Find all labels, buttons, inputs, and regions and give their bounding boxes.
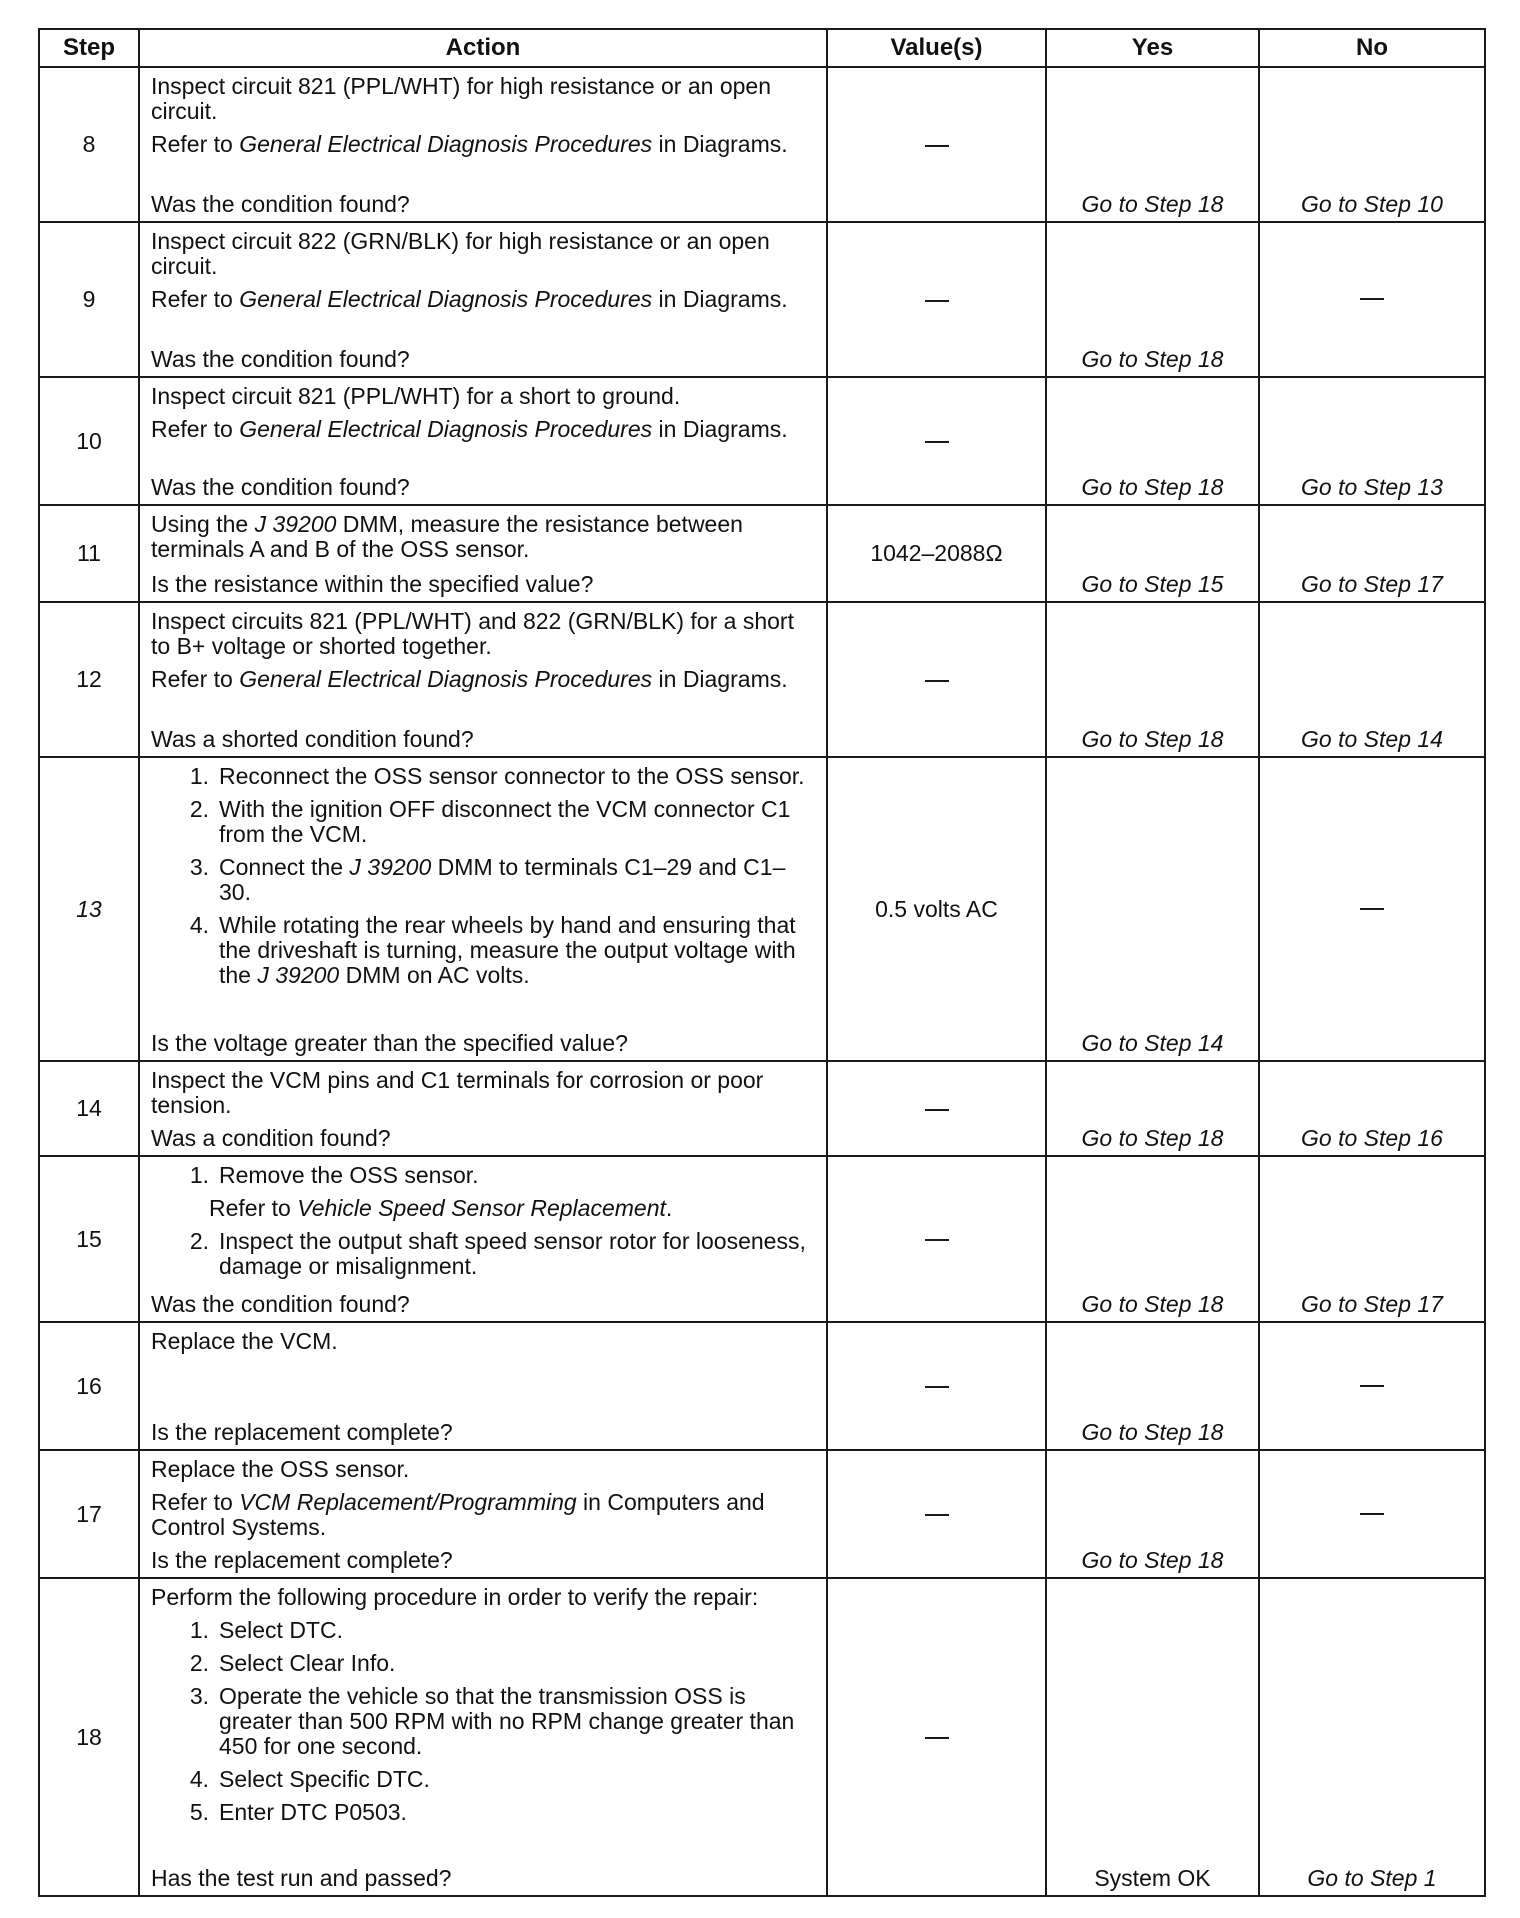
- no-cell: Go to Step 16: [1259, 1061, 1485, 1156]
- step-number: 16: [39, 1322, 139, 1450]
- dash-mark: [925, 680, 949, 682]
- refer-text: Refer to General Electrical Diagnosis Procedures in Diagrams.: [151, 666, 788, 692]
- action-text: Using the J 39200 DMM, measure the resistance between terminals A and B of the OSS sensor.: [151, 511, 743, 562]
- value-cell: [827, 222, 1046, 377]
- dash-mark: [1360, 908, 1384, 910]
- table-row: [39, 757, 1485, 1061]
- step-number: 8: [39, 67, 139, 222]
- dash-mark: [925, 1109, 949, 1111]
- question-text: Was a condition found?: [151, 1125, 391, 1151]
- action-text: Inspect circuit 822 (GRN/BLK) for high resistance or an open circuit.: [151, 228, 770, 279]
- list-item: 4. Select Specific DTC.: [189, 1766, 430, 1792]
- action-text: Replace the OSS sensor.: [151, 1456, 410, 1482]
- yes-cell: Go to Step 15: [1046, 505, 1259, 602]
- list-item: 5. Enter DTC P0503.: [189, 1799, 407, 1825]
- dash-mark: [925, 1737, 949, 1739]
- action-cell: [139, 377, 827, 505]
- no-cell: Go to Step 17: [1259, 1156, 1485, 1322]
- question-text: Was the condition found?: [151, 346, 410, 372]
- no-cell: Go to Step 14: [1259, 602, 1485, 757]
- list-item: 2. Inspect the output shaft speed sensor rotor for looseness, damage or misalignment.: [189, 1228, 806, 1279]
- question-text: Is the voltage greater than the specified value?: [151, 1030, 628, 1056]
- yes-cell: Go to Step 18: [1046, 67, 1259, 222]
- action-cell: [139, 1450, 827, 1578]
- action-cell: [139, 1322, 827, 1450]
- action-text: Perform the following procedure in order to verify the repair:: [151, 1584, 759, 1610]
- step-number: 11: [39, 505, 139, 602]
- dash-mark: [925, 1386, 949, 1388]
- no-cell: [1259, 757, 1485, 1061]
- value-cell: [827, 1061, 1046, 1156]
- header-values: Value(s): [827, 29, 1046, 67]
- diagnostic-table: [38, 28, 1486, 1897]
- list-item: 1. Reconnect the OSS sensor connector to the OSS sensor.: [189, 763, 805, 789]
- yes-cell: Go to Step 18: [1046, 1061, 1259, 1156]
- header-yes: Yes: [1046, 29, 1259, 67]
- yes-cell: Go to Step 18: [1046, 1156, 1259, 1322]
- no-cell: Go to Step 1: [1259, 1578, 1485, 1896]
- dash-mark: [1360, 1513, 1384, 1515]
- value-cell: [827, 377, 1046, 505]
- value-cell: 1042–2088Ω: [827, 505, 1046, 602]
- no-cell: [1259, 1450, 1485, 1578]
- refer-text: Refer to General Electrical Diagnosis Procedures in Diagrams.: [151, 416, 788, 442]
- refer-text: Refer to General Electrical Diagnosis Procedures in Diagrams.: [151, 131, 788, 157]
- refer-text: Refer to General Electrical Diagnosis Procedures in Diagrams.: [151, 286, 788, 312]
- no-cell: Go to Step 10: [1259, 67, 1485, 222]
- action-cell: [139, 67, 827, 222]
- refer-text: Refer to Vehicle Speed Sensor Replacement.: [209, 1195, 673, 1221]
- action-cell: [139, 1578, 827, 1896]
- question-text: Was a shorted condition found?: [151, 726, 474, 752]
- action-text: Inspect circuit 821 (PPL/WHT) for a short to ground.: [151, 383, 681, 409]
- question-text: Is the replacement complete?: [151, 1547, 453, 1573]
- table-row: [39, 1322, 1485, 1450]
- header-no: No: [1259, 29, 1485, 67]
- list-item: 1. Remove the OSS sensor.: [189, 1162, 479, 1188]
- action-text: Inspect circuit 821 (PPL/WHT) for high resistance or an open circuit.: [151, 73, 772, 124]
- step-number: 15: [39, 1156, 139, 1322]
- action-text: Inspect circuits 821 (PPL/WHT) and 822 (GRN/BLK) for a short to B+ voltage or shorted together.: [151, 608, 794, 659]
- step-number: 10: [39, 377, 139, 505]
- table-row: [39, 1061, 1485, 1156]
- header-step: Step: [39, 29, 139, 67]
- value-cell: [827, 602, 1046, 757]
- dash-mark: [925, 1239, 949, 1241]
- table-row: [39, 1450, 1485, 1578]
- question-text: Was the condition found?: [151, 474, 410, 500]
- dash-mark: [1360, 1385, 1384, 1387]
- dash-mark: [925, 145, 949, 147]
- refer-text: Refer to VCM Replacement/Programming in Computers and Control Systems.: [151, 1489, 765, 1540]
- value-cell: [827, 1322, 1046, 1450]
- no-cell: [1259, 1322, 1485, 1450]
- table-row: [39, 505, 1485, 602]
- list-item: 1. Select DTC.: [189, 1617, 343, 1643]
- step-number: 9: [39, 222, 139, 377]
- value-cell: [827, 1450, 1046, 1578]
- table-row: [39, 377, 1485, 505]
- action-cell: [139, 1061, 827, 1156]
- action-cell: [139, 505, 827, 602]
- action-cell: [139, 222, 827, 377]
- header-row: [39, 29, 1485, 67]
- yes-cell: Go to Step 18: [1046, 222, 1259, 377]
- step-number: 12: [39, 602, 139, 757]
- value-cell: [827, 1578, 1046, 1896]
- header-action: Action: [139, 29, 827, 67]
- question-text: Is the replacement complete?: [151, 1419, 453, 1445]
- yes-cell: Go to Step 18: [1046, 1450, 1259, 1578]
- action-cell: [139, 757, 827, 1061]
- value-cell: [827, 67, 1046, 222]
- action-cell: [139, 1156, 827, 1322]
- table-row: [39, 67, 1485, 222]
- dash-mark: [1360, 298, 1384, 300]
- yes-cell: Go to Step 18: [1046, 1322, 1259, 1450]
- dash-mark: [925, 300, 949, 302]
- question-text: Was the condition found?: [151, 1291, 410, 1317]
- dash-mark: [925, 441, 949, 443]
- table-row: [39, 1578, 1485, 1896]
- action-cell: [139, 602, 827, 757]
- action-text: Replace the VCM.: [151, 1328, 338, 1354]
- action-text: Inspect the VCM pins and C1 terminals for corrosion or poor tension.: [151, 1067, 764, 1118]
- yes-cell: System OK: [1046, 1578, 1259, 1896]
- step-number: 14: [39, 1061, 139, 1156]
- list-item: 3. Connect the J 39200 DMM to terminals C1–29 and C1–30.: [189, 854, 786, 905]
- value-cell: [827, 1156, 1046, 1322]
- question-text: Was the condition found?: [151, 191, 410, 217]
- question-text: Has the test run and passed?: [151, 1865, 452, 1891]
- list-item: 3. Operate the vehicle so that the transmission OSS is greater than 500 RPM with no RPM change greater than 450 for one second.: [189, 1683, 795, 1759]
- step-number: 17: [39, 1450, 139, 1578]
- list-item: 2. Select Clear Info.: [189, 1650, 396, 1676]
- list-item: 4. While rotating the rear wheels by hand and ensuring that the driveshaft is turning, measure the output voltage with the J 39200 DMM on AC volts.: [189, 912, 796, 988]
- table-row: [39, 1156, 1485, 1322]
- yes-cell: Go to Step 14: [1046, 757, 1259, 1061]
- question-text: Is the resistance within the specified value?: [151, 571, 594, 597]
- table-row: [39, 602, 1485, 757]
- no-cell: Go to Step 17: [1259, 505, 1485, 602]
- list-item: 2. With the ignition OFF disconnect the VCM connector C1 from the VCM.: [189, 796, 791, 847]
- yes-cell: Go to Step 18: [1046, 602, 1259, 757]
- dash-mark: [925, 1514, 949, 1516]
- table-row: [39, 222, 1485, 377]
- no-cell: [1259, 222, 1485, 377]
- value-cell: 0.5 volts AC: [827, 757, 1046, 1061]
- step-number: 18: [39, 1578, 139, 1896]
- step-number: 13: [39, 757, 139, 1061]
- yes-cell: Go to Step 18: [1046, 377, 1259, 505]
- no-cell: Go to Step 13: [1259, 377, 1485, 505]
